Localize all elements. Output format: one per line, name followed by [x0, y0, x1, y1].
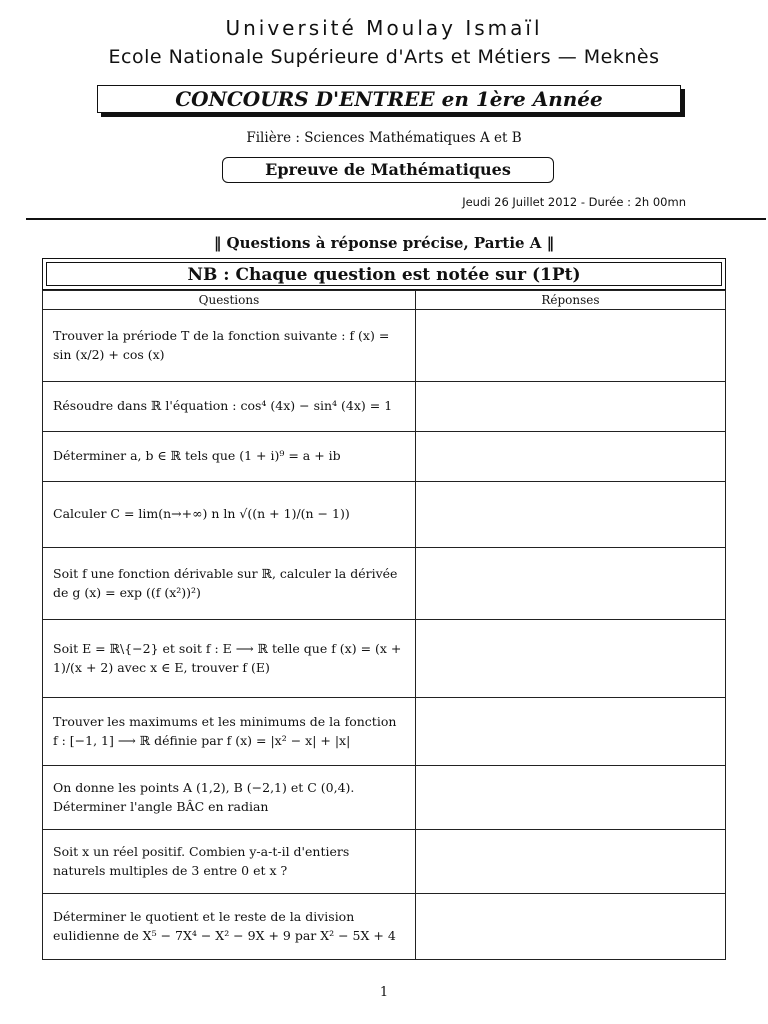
exam-title: CONCOURS D'ENTREE en 1ère Année [175, 87, 603, 111]
question-cell: Déterminer le quotient et le reste de la division eulidienne de X⁵ − 7X⁴ − X² − 9X + 9 par X² − 5X + 4 [43, 894, 416, 960]
question-cell: On donne les points A (1,2), B (−2,1) et C (0,4). Déterminer l'angle BÂC en radian [43, 766, 416, 830]
nb-box [42, 258, 726, 290]
answer-cell[interactable] [415, 382, 725, 432]
table-row [43, 698, 726, 766]
answer-cell[interactable] [415, 548, 725, 620]
answer-cell[interactable] [415, 698, 725, 766]
answer-cell[interactable] [415, 894, 725, 960]
answer-cell[interactable] [415, 830, 725, 894]
school-name: Ecole Nationale Supérieure d'Arts et Métiers — Meknès [108, 46, 660, 68]
epreuve-title: Epreuve de Mathématiques [265, 160, 511, 179]
table-row [43, 382, 726, 432]
qa-table [42, 290, 726, 960]
table-row [43, 620, 726, 698]
question-cell: Soit E = ℝ\{−2} et soit f : E ⟶ ℝ telle que f (x) = (x + 1)/(x + 2) avec x ∈ E, trouver f (E) [43, 620, 416, 698]
epreuve-box [222, 157, 554, 183]
answer-cell[interactable] [415, 766, 725, 830]
table-row [43, 766, 726, 830]
answer-cell[interactable] [415, 432, 725, 482]
answer-cell[interactable] [415, 310, 725, 382]
answer-cell[interactable] [415, 482, 725, 548]
question-cell: Soit x un réel positif. Combien y-a-t-il d'entiers naturels multiples de 3 entre 0 et x ? [43, 830, 416, 894]
date-duration: Jeudi 26 Juillet 2012 - Durée : 2h 00mn [462, 195, 686, 209]
question-cell: Calculer C = lim(n→+∞) n ln √((n + 1)/(n − 1)) [43, 482, 416, 548]
table-header-row [43, 291, 726, 310]
exam-title-box [97, 85, 681, 113]
table-row [43, 548, 726, 620]
table-row [43, 830, 726, 894]
question-cell: Résoudre dans ℝ l'équation : cos⁴ (4x) − sin⁴ (4x) = 1 [43, 382, 416, 432]
question-cell: Trouver la prériode T de la fonction suivante : f (x) = sin (x/2) + cos (x) [43, 310, 416, 382]
header-questions: Questions [43, 291, 416, 310]
question-cell: Déterminer a, b ∈ ℝ tels que (1 + i)⁹ = a + ib [43, 432, 416, 482]
table-row [43, 310, 726, 382]
answer-cell[interactable] [415, 620, 725, 698]
table-row [43, 894, 726, 960]
section-title: ‖ Questions à réponse précise, Partie A ‖ [213, 234, 555, 252]
nb-note: NB : Chaque question est notée sur (1Pt) [46, 262, 722, 286]
university-name: Université Moulay Ismaïl [225, 16, 543, 40]
page-number: 1 [379, 985, 389, 1000]
filiere-line: Filière : Sciences Mathématiques A et B [246, 130, 522, 146]
table-row [43, 482, 726, 548]
question-cell: Soit f une fonction dérivable sur ℝ, calculer la dérivée de g (x) = exp ((f (x²))²) [43, 548, 416, 620]
header-responses: Réponses [415, 291, 725, 310]
question-cell: Trouver les maximums et les minimums de la fonction f : [−1, 1] ⟶ ℝ définie par f (x) = |x² − x| + |x| [43, 698, 416, 766]
header-divider [26, 218, 766, 220]
table-row [43, 432, 726, 482]
